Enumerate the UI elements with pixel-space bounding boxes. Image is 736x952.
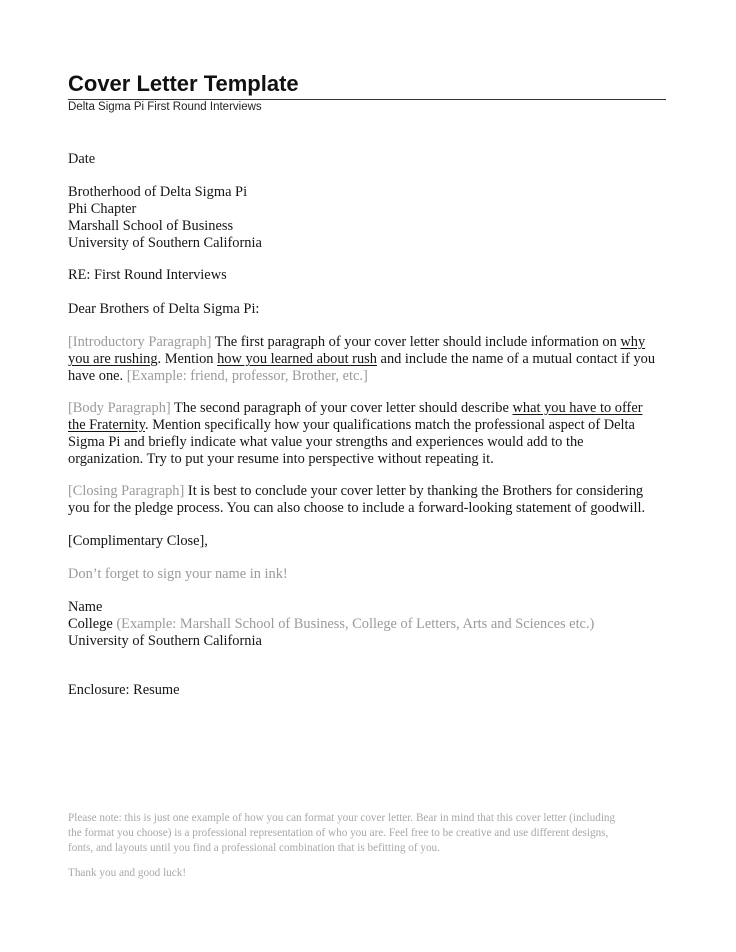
introductory-paragraph [68, 334, 668, 385]
body-text: organization. Try to put your resume into perspective without repeating it. [68, 451, 494, 467]
closing-text: It is best to conclude your cover letter by thanking the Brothers for considering [184, 483, 644, 499]
address-line: Phi Chapter [68, 201, 137, 217]
date-line: Date [68, 151, 96, 167]
body-label: [Body Paragraph] [68, 400, 171, 416]
body-paragraph [68, 400, 668, 468]
signer-name: Name [68, 599, 103, 615]
university-line: University of Southern California [68, 633, 262, 649]
intro-example: [Example: friend, professor, Brother, etc.] [126, 368, 368, 384]
body-underlined: what you have to offer [512, 400, 643, 416]
body-text: Sigma Pi and briefly indicate what value your strengths and experiences would add to the [68, 434, 584, 450]
intro-text: have one. [68, 368, 127, 384]
intro-underlined: you are rushing [68, 351, 158, 367]
college-example: (Example: Marshall School of Business, College of Letters, Arts and Sciences etc.) [112, 616, 595, 632]
footer-note-line: fonts, and layouts until you find a professional combination that is befitting of you. [68, 842, 440, 854]
signature-block [68, 599, 668, 650]
intro-label: [Introductory Paragraph] [68, 334, 212, 350]
re-line: RE: First Round Interviews [68, 267, 227, 283]
college-label: College [68, 616, 113, 632]
closing-label: [Closing Paragraph] [68, 483, 185, 499]
intro-text: and include the name of a mutual contact if you [376, 351, 656, 367]
body-underlined: the Fraternity [68, 417, 145, 433]
document-title: Cover Letter Template [68, 71, 299, 96]
closing-paragraph [68, 483, 668, 517]
intro-text: The first paragraph of your cover letter should include information on [211, 334, 621, 350]
enclosure-line: Enclosure: Resume [68, 682, 180, 698]
address-line: Brotherhood of Delta Sigma Pi [68, 184, 248, 200]
recipient-address [68, 184, 668, 252]
complimentary-close: [Complimentary Close], [68, 533, 208, 549]
document-subtitle: Delta Sigma Pi First Round Interviews [68, 101, 262, 113]
sign-reminder: Don’t forget to sign your name in ink! [68, 566, 288, 582]
footer-note-line: Please note: this is just one example of how you can format your cover letter. Bear in mind that this cover letter (including [68, 812, 616, 824]
intro-underlined: why [620, 334, 646, 350]
address-line: University of Southern California [68, 235, 262, 251]
body-text: The second paragraph of your cover letter should describe [170, 400, 513, 416]
closing-text: you for the pledge process. You can also choose to include a forward-looking statement of goodwill. [68, 500, 646, 516]
address-line: Marshall School of Business [68, 218, 234, 234]
salutation: Dear Brothers of Delta Sigma Pi: [68, 301, 260, 317]
body-text: . Mention specifically how your qualifications match the professional aspect of Delta [145, 417, 635, 433]
footer-note-line: the format you choose) is a professional representation of who you are. Feel free to be creative and use different designs, [68, 827, 609, 839]
intro-text: . Mention [157, 351, 218, 367]
footer-thanks: Thank you and good luck! [68, 867, 187, 879]
intro-underlined: how you learned about rush [217, 351, 377, 367]
